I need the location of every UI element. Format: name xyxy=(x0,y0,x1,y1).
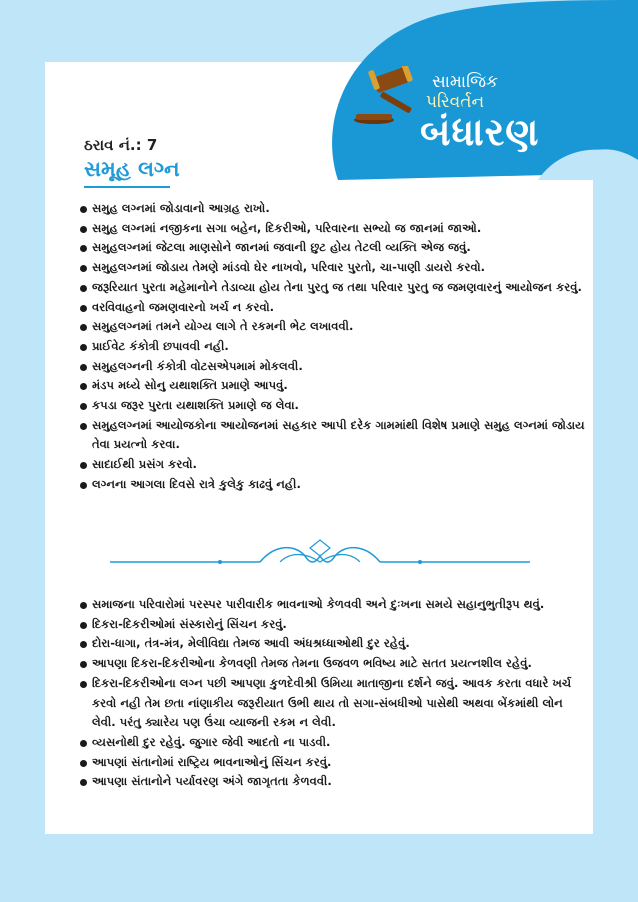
list-item: દિકરા-દિકરીઓના લગ્ન પછી આપણા કુળદેવીશ્રી ઉમિયા માતાજીના દર્શને જવું. આવક કરતા વધારે ખર્ચ કરવો નહી તેમ છતા નાંણાકીય જરૂરીયાત ઉભી થાય તો સગા-સંબધીઓ પાસેથી અથવા બેંકમાંથી લોન લેવી. પરંતુ ક્યારેય પણ ઉંચા વ્યાજની રકમ ન લેવી. xyxy=(80,674,585,733)
list-item: લગ્નના આગલા દિવસે રાત્રે કુલેકુ કાઢવું નહી. xyxy=(80,475,585,495)
list-item: જરૂરિયાત પુરતા મહેમાનોને તેડાવ્યા હોય તેના પુરતુ જ તથા પરિવાર પુરતુ જ જમણવારનું આયોજન કરવું. xyxy=(80,278,585,298)
rules-list-2 xyxy=(80,595,585,792)
title-underline xyxy=(84,186,170,188)
section-title: સમૂહ લગ્ન xyxy=(84,157,180,181)
ornament-divider xyxy=(110,538,530,574)
list-item: સમુહલગ્નમાં જોડાય તેમણે માંડવો ઘેર નાખવો, પરિવાર પુરતો, ચા-પાણી ડાયરો કરવો. xyxy=(80,258,585,278)
list-item: સમાજના પરિવારોમાં પરસ્પર પારીવારીક ભાવનાઓ કેળવવી અને દુઃખના સમયે સહાનુભુતીરૂપ થવું. xyxy=(80,595,585,615)
list-item: આપણા દિકરા-દિકરીઓના કેળવણી તેમજ તેમના ઉજવળ ભવિષ્ય માટે સતત પ્રયત્નશીલ રહેવું. xyxy=(80,654,585,674)
list-item: સમુહ લગ્નમાં જોડાવાનો આગ્રહ રાખો. xyxy=(80,199,585,219)
list-item: પ્રાઈવેટ કંકોત્રી છપાવવી નહી. xyxy=(80,337,585,357)
list-item: વ્યસનોથી દુર રહેવું. જુગાર જેવી આદતો ના પાડવી. xyxy=(80,733,585,753)
rules-list-1 xyxy=(80,199,585,495)
list-item: આપણાં સંતાનોમાં રાષ્ટ્રિય ભાવનાઓનું સિંચન કરવું. xyxy=(80,753,585,773)
list-item: આપણા સંતાનોને પર્યાવરણ અંગે જાગૃતતા કેળવવી. xyxy=(80,772,585,792)
list-item: સમુહલગ્નમાં આયોજકોના આયોજનમાં સહકાર આપી દરેક ગામમાંથી વિશેષ પ્રમાણે સમુહ લગ્નમાં જોડાય તેવા પ્રયત્નો કરવા. xyxy=(80,416,585,455)
list-item: સમુહલગ્નની કંકોત્રી વોટસએપમામં મોકલવી. xyxy=(80,357,585,377)
logo-main-title: બંધારણ xyxy=(420,110,540,154)
list-item: દોરા-ધાગા, તંત્ર-મંત્ર, મેલીવિદ્યા તેમજ આવી અંધશ્રધ્ધાઓથી દુર રહેવું. xyxy=(80,634,585,654)
logo-line1: સામાજિક xyxy=(432,72,499,92)
list-item: દિકરા-દિકરીઓમાં સંસ્કારોનું સિંચન કરવું. xyxy=(80,615,585,635)
logo-line2: પરિવર્તન xyxy=(426,92,485,112)
list-item: કપડા જરૂર પુરતા યથાશક્તિ પ્રમાણે જ લેવા. xyxy=(80,396,585,416)
list-item: સમુહ લગ્નમાં નજીકના સગા બહેન, દિકરીઓ, પરિવારના સભ્યો જ જાનમાં જાઓ. xyxy=(80,219,585,239)
list-item: મંડપ મધ્યે સોનુ યથાશક્તિ પ્રમાણે આપવું. xyxy=(80,376,585,396)
list-item: સાદાઈથી પ્રસંગ કરવો. xyxy=(80,455,585,475)
list-item: વરવિવાહનો જમણવારનો ખર્ચ ન કરવો. xyxy=(80,298,585,318)
resolution-number: ઠરાવ નં.: 7 xyxy=(84,136,158,154)
list-item: સમુહલગ્નમાં જેટલા માણસોને જાનમાં જવાની છુટ હોય તેટલી વ્યક્તિ એજ જવું. xyxy=(80,238,585,258)
list-item: સમુહલગ્નમાં તમને યોગ્ય લાગે તે રકમની ભેટ લખાવવી. xyxy=(80,317,585,337)
